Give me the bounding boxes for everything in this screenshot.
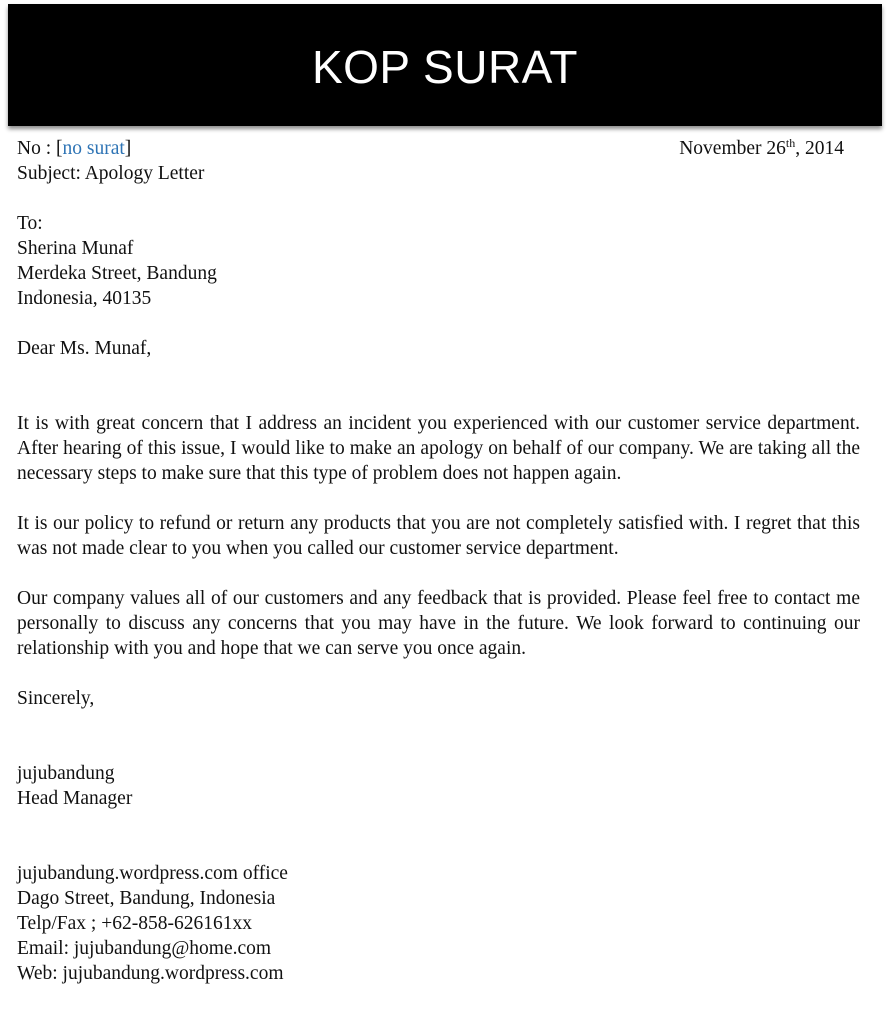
- sender-phone: Telp/Fax ; +62-858-626161xx: [17, 913, 252, 934]
- body-paragraph-1: It is with great concern that I address an incident you experienced with our customer service department. After hearing of this issue, I would like to make an apology on behalf of our company. We are taking all the necessary steps to make sure that this type of problem does not happen again.: [17, 413, 860, 484]
- letter-date: [679, 136, 844, 161]
- body-paragraph-3: Our company values all of our customers and any feedback that is provided. Please feel free to contact me personally to discuss any concerns that you may have in the future. We look forward to continuing our relationship with you and hope that we can serve you once again.: [17, 588, 860, 659]
- letter-date-suffix: th: [785, 136, 796, 150]
- letter-number: [17, 136, 131, 161]
- letterhead-banner: [8, 4, 882, 126]
- signature-title: Head Manager: [17, 788, 133, 809]
- recipient-street: Merdeka Street, Bandung: [17, 263, 217, 284]
- recipient-name: Sherina Munaf: [17, 238, 134, 259]
- letter-number-close: ]: [124, 138, 132, 159]
- letter-subject: Subject: Apology Letter: [17, 163, 205, 184]
- sender-office: jujubandung.wordpress.com office: [17, 863, 288, 884]
- letter-number-placeholder: no surat: [62, 138, 125, 159]
- letter-date-month-day: November 26: [679, 138, 786, 159]
- recipient-country-zip: Indonesia, 40135: [17, 288, 152, 309]
- sender-web: Web: jujubandung.wordpress.com: [17, 963, 284, 984]
- recipient-to-label: To:: [17, 213, 43, 234]
- letter-date-year: , 2014: [795, 138, 844, 159]
- body-paragraph-2: It is our policy to refund or return any products that you are not completely satisfied with. I regret that this was not made clear to you when you called our customer service department.: [17, 513, 860, 559]
- salutation: Dear Ms. Munaf,: [17, 338, 152, 359]
- letter-header-row: [17, 136, 860, 161]
- closing: Sincerely,: [17, 688, 95, 709]
- letter-content: [17, 136, 860, 986]
- letterhead-title: KOP SURAT: [311, 41, 579, 93]
- letter-number-label: No : [: [17, 138, 63, 159]
- sender-address: Dago Street, Bandung, Indonesia: [17, 888, 276, 909]
- sender-email: Email: jujubandung@home.com: [17, 938, 272, 959]
- signature-name: jujubandung: [17, 763, 115, 784]
